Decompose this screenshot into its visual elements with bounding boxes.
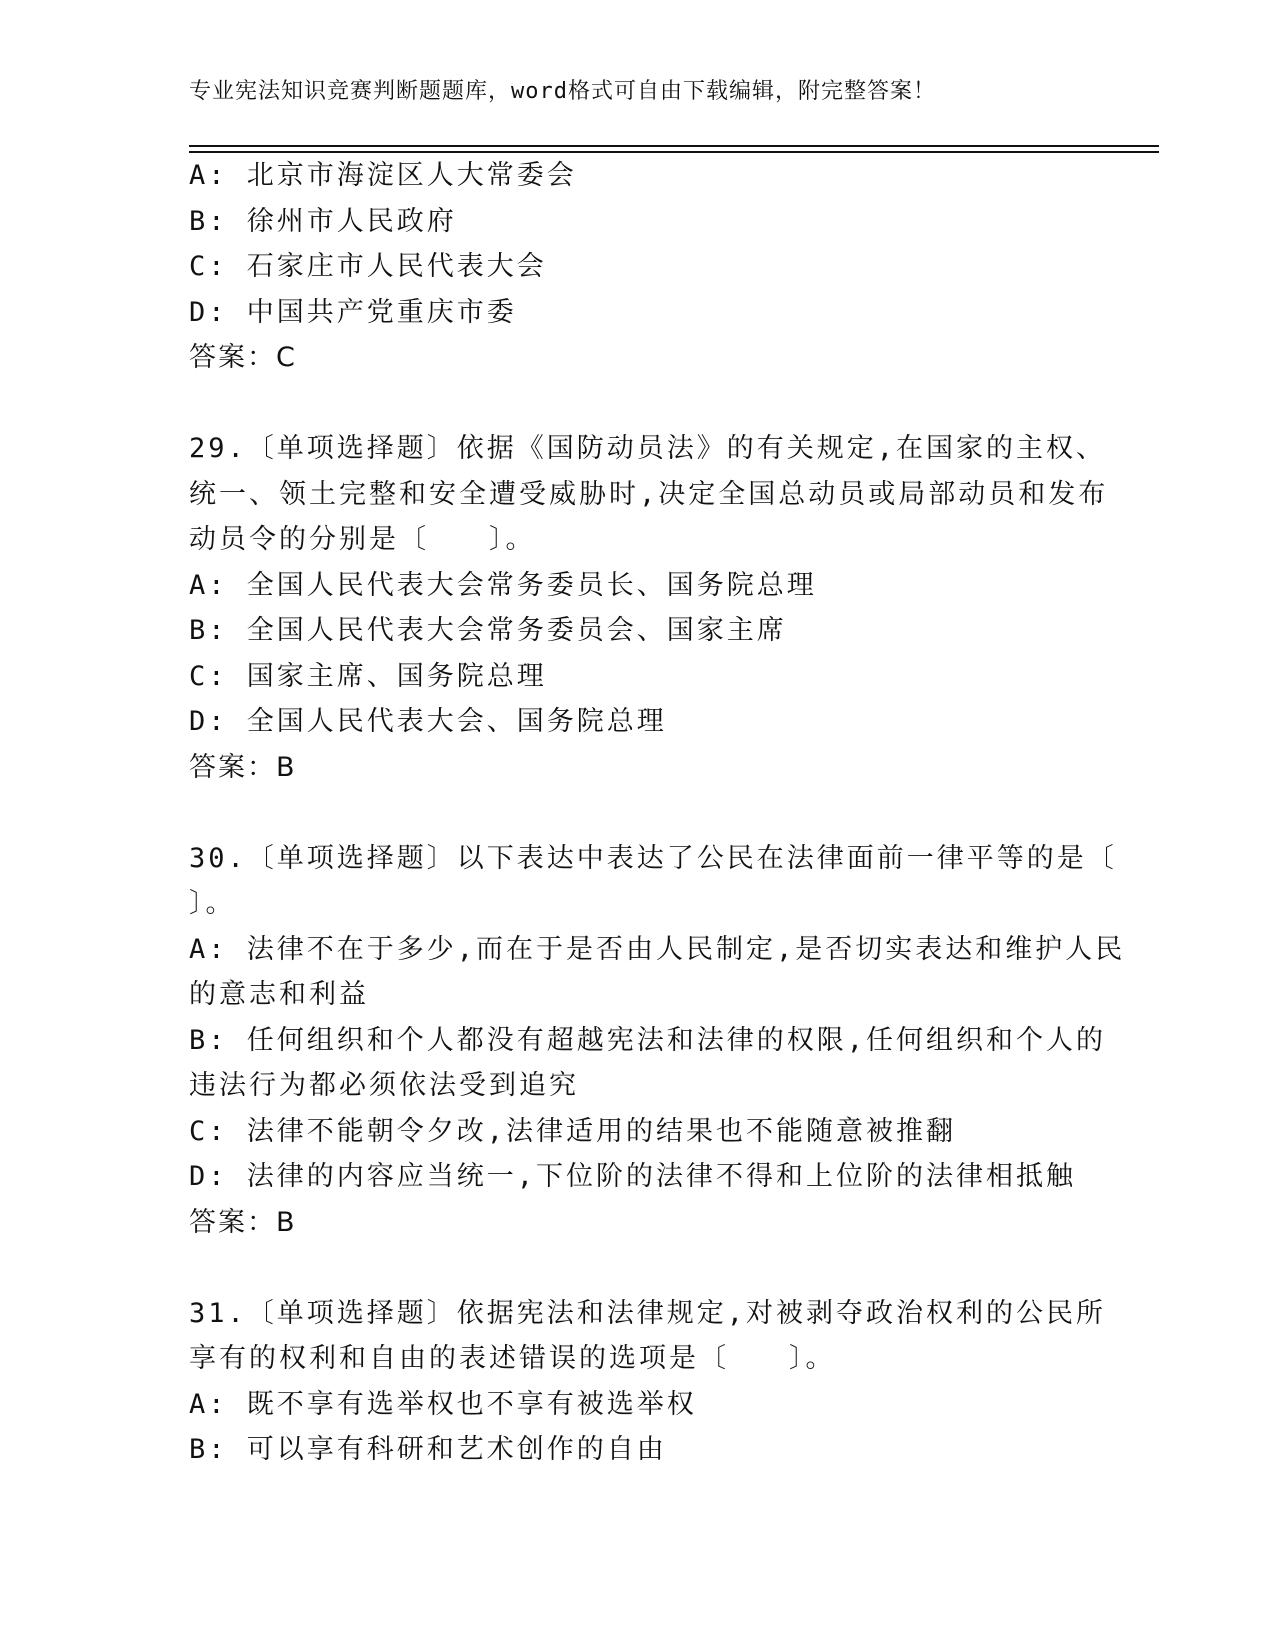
q31-option-b: B: 可以享有科研和艺术创作的自由 <box>189 1434 667 1465</box>
spacer <box>189 790 1089 836</box>
question-30 <box>189 836 1126 1246</box>
q31-option-a: A: 既不享有选举权也不享有被选举权 <box>189 1388 697 1420</box>
header-rule-top <box>189 145 1159 147</box>
q30-answer: 答案：B <box>189 1206 297 1238</box>
question-29 <box>189 426 1109 790</box>
spacer <box>189 381 1089 427</box>
question-31 <box>189 1291 1107 1473</box>
q29-stem-line-1: 29.〔单项选择题〕依据《国防动员法》的有关规定,在国家的主权、 <box>189 433 1107 464</box>
q28-option-c: C: 石家庄市人民代表大会 <box>189 251 547 282</box>
q28-answer: 答案：C <box>189 342 297 373</box>
q29-answer: 答案：B <box>189 751 297 783</box>
q29-option-b: B: 全国人民代表大会常务委员会、国家主席 <box>189 615 787 646</box>
q29-stem-line-2: 统一、领土完整和安全遭受威胁时,决定全国总动员或局部动员和发布 <box>189 478 1109 510</box>
q29-option-d: D: 全国人民代表大会、国务院总理 <box>189 706 667 737</box>
q28-option-d: D: 中国共产党重庆市委 <box>189 296 517 328</box>
q30-option-c: C: 法律不能朝令夕改,法律适用的结果也不能随意被推翻 <box>189 1115 957 1147</box>
page-header: 专业宪法知识竞赛判断题题库，word格式可自由下载编辑，附完整答案！ <box>189 79 936 104</box>
q29-option-c: C: 国家主席、国务院总理 <box>189 660 547 692</box>
q30-stem-line-2: 〕。 <box>189 888 236 919</box>
q31-stem-line-1: 31.〔单项选择题〕依据宪法和法律规定,对被剥夺政治权利的公民所 <box>189 1297 1107 1329</box>
q30-option-d: D: 法律的内容应当统一,下位阶的法律不得和上位阶的法律相抵触 <box>189 1161 1077 1192</box>
q30-option-b-line-2: 违法行为都必须依法受到追究 <box>189 1070 579 1101</box>
question-content <box>189 153 1126 1473</box>
q28-option-b: B: 徐州市人民政府 <box>189 205 457 237</box>
q29-option-a: A: 全国人民代表大会常务委员长、国务院总理 <box>189 569 817 601</box>
q29-stem-line-3: 动员令的分别是〔 〕。 <box>189 524 536 555</box>
q30-option-a-line-1: A: 法律不在于多少,而在于是否由人民制定,是否切实表达和维护人民 <box>189 933 1126 965</box>
q28-option-a: A: 北京市海淀区人大常委会 <box>189 160 577 191</box>
q31-stem-line-2: 享有的权利和自由的表述错误的选项是〔 〕。 <box>189 1343 836 1374</box>
question-28 <box>189 153 1089 381</box>
q30-option-b-line-1: B: 任何组织和个人都没有超越宪法和法律的权限,任何组织和个人的 <box>189 1024 1107 1056</box>
q30-option-a-line-2: 的意志和利益 <box>189 979 369 1010</box>
q30-stem-line-1: 30.〔单项选择题〕以下表达中表达了公民在法律面前一律平等的是〔 <box>189 842 1117 874</box>
spacer <box>189 1245 1089 1291</box>
